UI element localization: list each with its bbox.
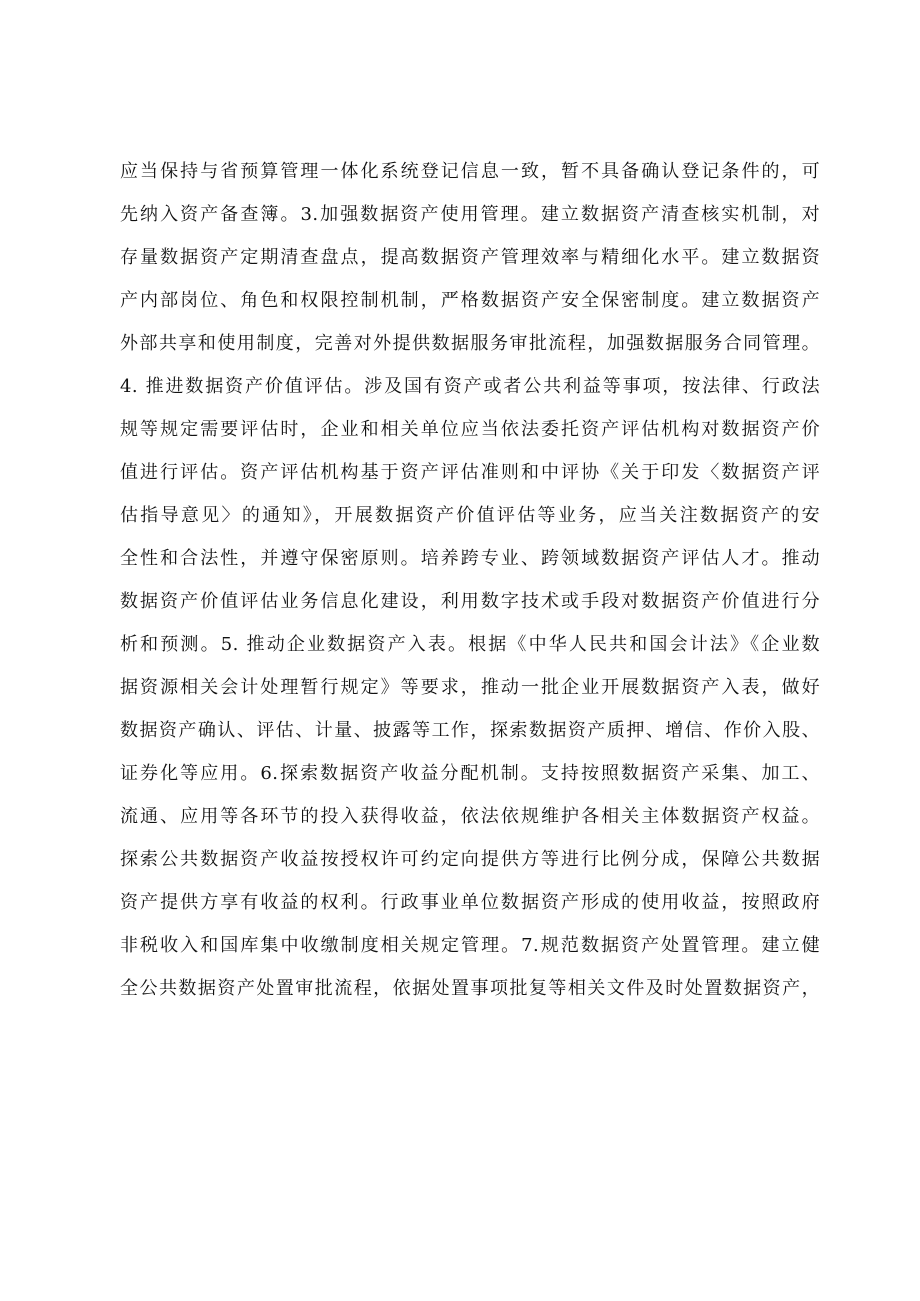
text-line: 全性和合法性，并遵守保密原则。培养跨专业、跨领域数据资产评估人才。推动 (120, 548, 820, 569)
text-line: 外部共享和使用制度，完善对外提供数据服务审批流程，加强数据服务合同管理。 (120, 333, 820, 354)
text-line: 证券化等应用。6.探索数据资产收益分配机制。支持按照数据资产采集、加工、 (120, 763, 820, 784)
text-line: 流通、应用等各环节的投入获得收益，依法依规维护各相关主体数据资产权益。 (120, 806, 820, 827)
text-line: 规等规定需要评估时，企业和相关单位应当依法委托资产评估机构对数据资产价 (120, 419, 820, 440)
text-line: 据资源相关会计处理暂行规定》等要求，推动一批企业开展数据资产入表，做好 (120, 677, 820, 698)
text-line: 资产提供方享有收益的权利。行政事业单位数据资产形成的使用收益，按照政府 (120, 892, 820, 913)
text-line: 4. 推进数据资产价值评估。涉及国有资产或者公共利益等事项，按法律、行政法 (120, 376, 820, 397)
text-line: 应当保持与省预算管理一体化系统登记信息一致，暂不具备确认登记条件的，可 (120, 161, 820, 182)
text-line: 数据资产价值评估业务信息化建设，利用数字技术或手段对数据资产价值进行分 (120, 591, 820, 612)
text-line: 存量数据资产定期清查盘点，提高数据资产管理效率与精细化水平。建立数据资 (120, 247, 820, 268)
text-line: 探索公共数据资产收益按授权许可约定向提供方等进行比例分成，保障公共数据 (120, 849, 820, 870)
text-line: 值进行评估。资产评估机构基于资产评估准则和中评协《关于印发〈数据资产评 (120, 462, 820, 483)
text-line: 估指导意见〉的通知》，开展数据资产价值评估等业务，应当关注数据资产的安 (120, 505, 820, 526)
text-line: 非税收入和国库集中收缴制度相关规定管理。7.规范数据资产处置管理。建立健 (120, 935, 820, 956)
text-line: 析和预测。5. 推动企业数据资产入表。根据《中华人民共和国会计法》《企业数 (120, 634, 820, 655)
text-line: 产内部岗位、角色和权限控制机制，严格数据资产安全保密制度。建立数据资产 (120, 290, 820, 311)
body-paragraph (120, 150, 820, 1010)
text-line: 数据资产确认、评估、计量、披露等工作，探索数据资产质押、增信、作价入股、 (120, 720, 820, 741)
text-line: 全公共数据资产处置审批流程，依据处置事项批复等相关文件及时处置数据资产， (120, 978, 820, 999)
text-line: 先纳入资产备查簿。3.加强数据资产使用管理。建立数据资产清查核实机制，对 (120, 204, 820, 225)
